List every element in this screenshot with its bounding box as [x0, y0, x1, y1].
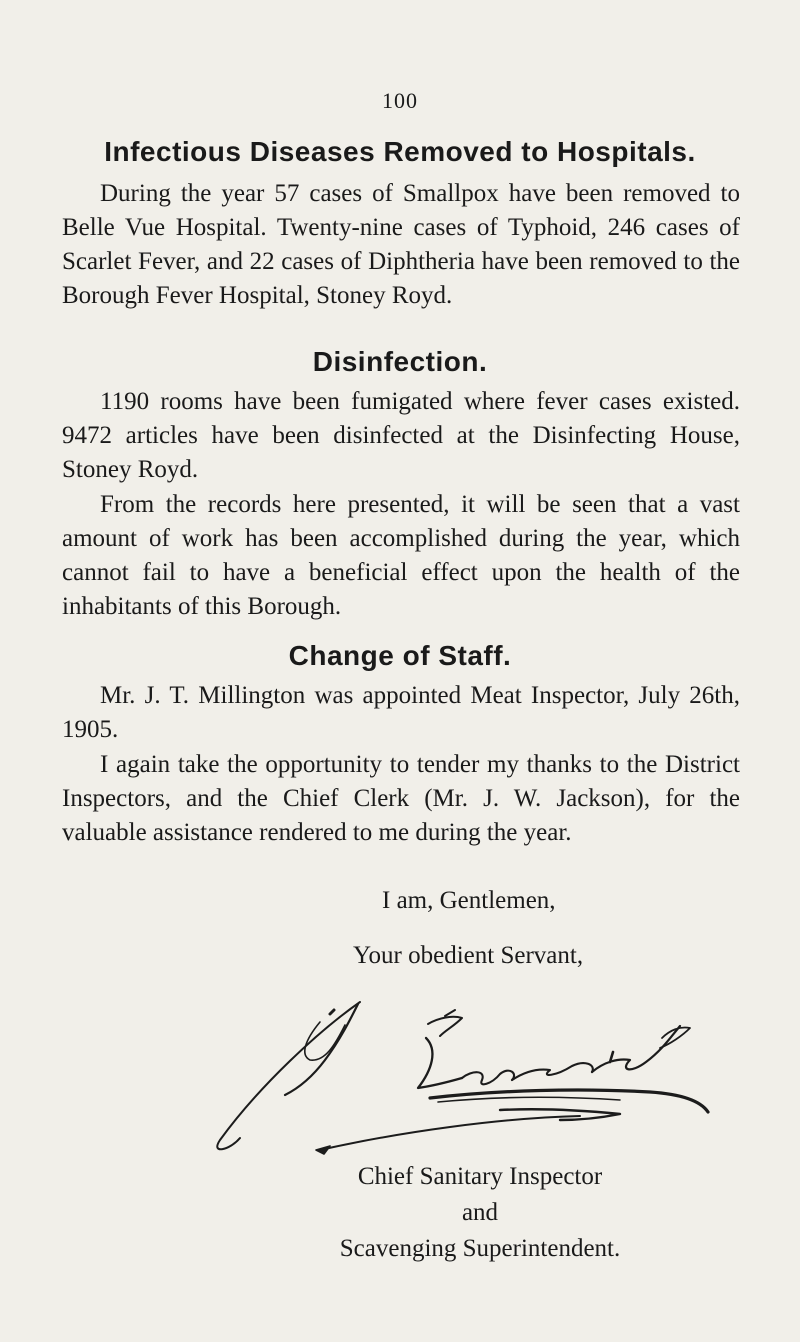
- heading-disinfection: Disinfection.: [312, 346, 488, 377]
- signatory-title-line2: and: [461, 1199, 499, 1226]
- handwritten-signature: [200, 1000, 720, 1160]
- paragraph-thanks: I again take the opportunity to tender my thanks to the District Inspectors, and the Chief Clerk (Mr. J. W. Jackson), for the valuable assistance rendered to me during the year.: [62, 751, 740, 846]
- paragraph-appointment: Mr. J. T. Millington was appointed Meat Inspector, July 26th, 1905.: [62, 682, 740, 743]
- paragraph-records: From the records here presented, it will be seen that a vast amount of work has been accomplished during the year, which cannot fail to have a beneficial effect upon the health of the inhabitants of this Borough.: [62, 491, 740, 620]
- heading-infectious-diseases: Infectious Diseases Removed to Hospitals.: [104, 136, 696, 167]
- page-number: 100: [382, 88, 418, 113]
- signatory-title-line1: Chief Sanitary Inspector: [357, 1163, 603, 1190]
- paragraph-removals: During the year 57 cases of Smallpox have been removed to Belle Vue Hospital. Twenty-nine cases of Typhoid, 246 cases of Scarlet Fever, and 22 cases of Diphtheria have been removed to the Borough Fever Hospital, Stoney Royd.: [62, 180, 740, 309]
- signatory-title-line3: Scavenging Superintendent.: [339, 1235, 621, 1262]
- closing-valediction: Your obedient Servant,: [353, 942, 584, 969]
- paragraph-fumigation: 1190 rooms have been fumigated where fever cases existed. 9472 articles have been disinfected at the Disinfecting House, Stoney Royd.: [62, 388, 740, 483]
- closing-salutation: I am, Gentlemen,: [382, 887, 556, 914]
- heading-change-of-staff: Change of Staff.: [288, 640, 512, 671]
